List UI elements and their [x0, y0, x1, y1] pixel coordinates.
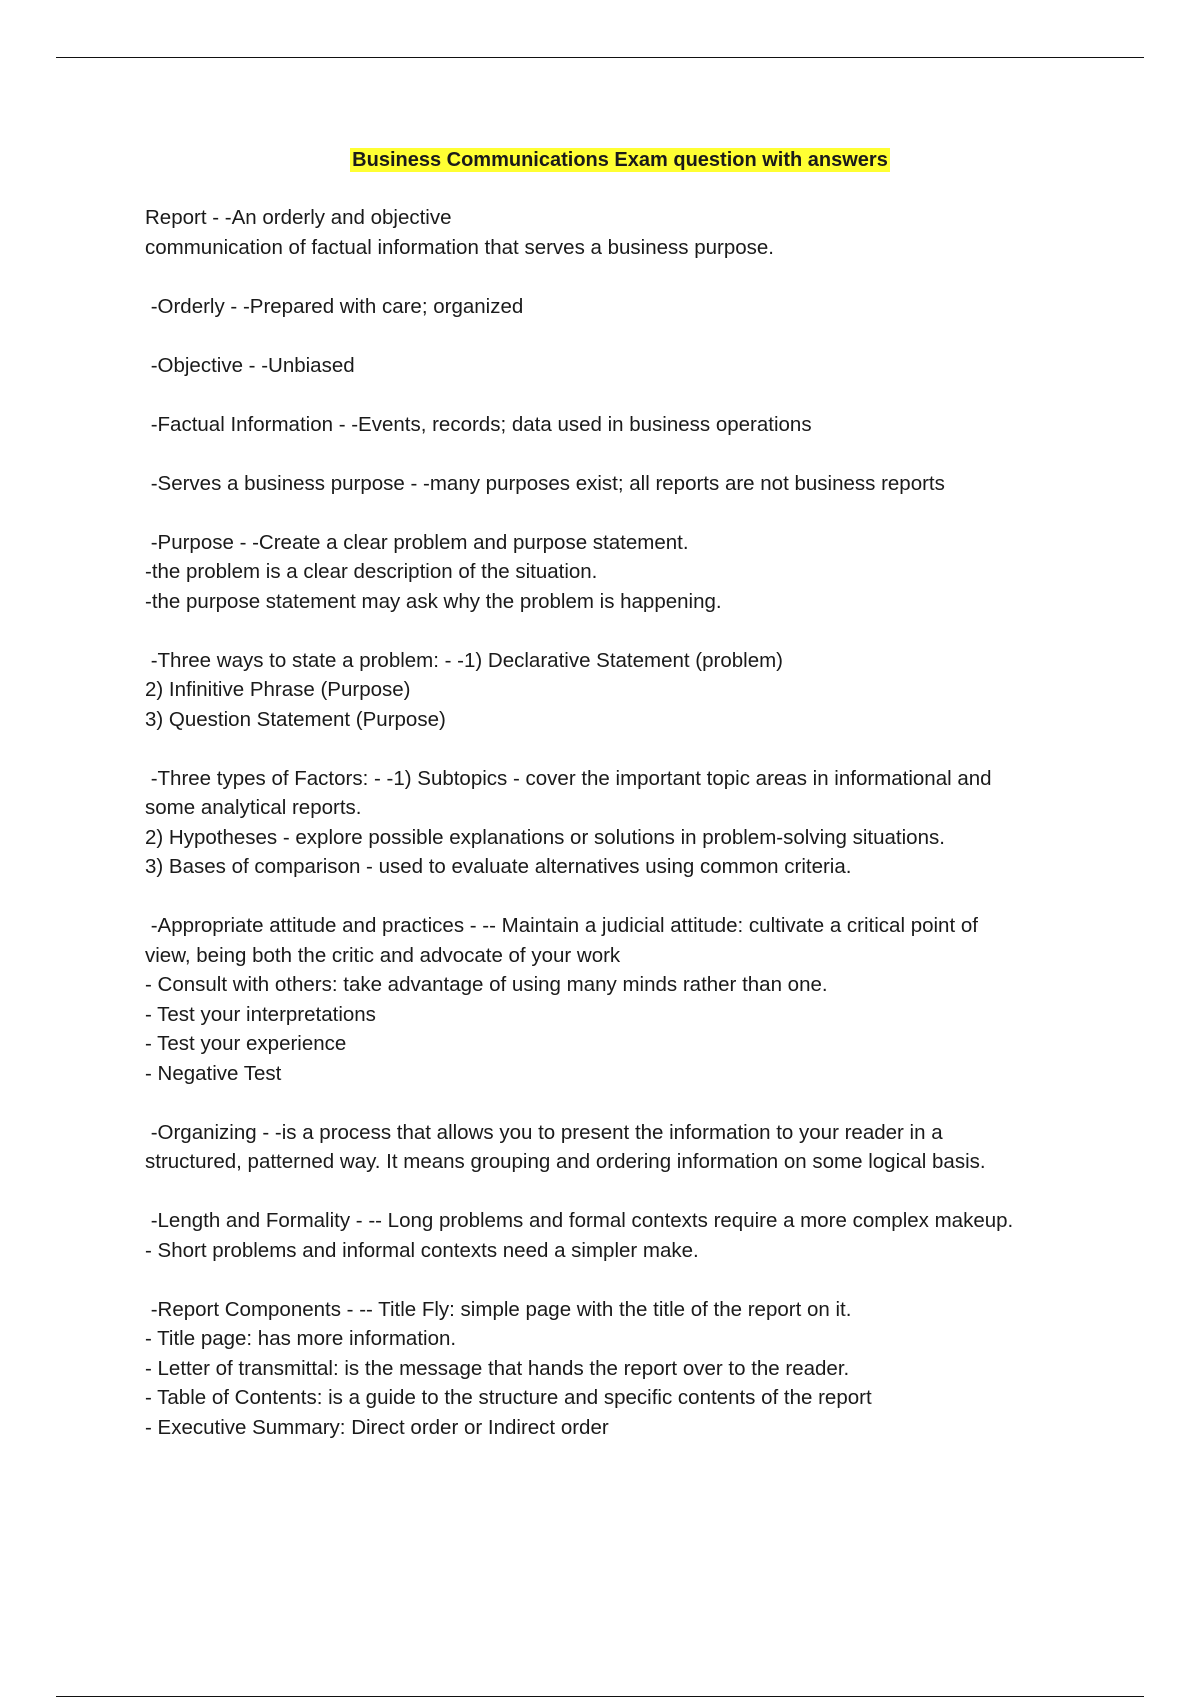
- text-line: 3) Question Statement (Purpose): [145, 707, 446, 731]
- text-line: - Letter of transmittal: is the message that hands the report over to the reader.: [145, 1356, 850, 1380]
- text-line: -Orderly - -Prepared with care; organized: [145, 294, 524, 318]
- text-line: - Consult with others: take advantage of using many minds rather than one.: [145, 973, 828, 996]
- text-line: -Three ways to state a problem: - -1) Declarative Statement (problem): [145, 648, 784, 672]
- text-line: 2) Infinitive Phrase (Purpose): [145, 678, 411, 701]
- text-line: -Length and Formality - -- Long problems and formal contexts require a more complex makeup.: [145, 1209, 1014, 1232]
- block-three-ways: [145, 646, 1095, 735]
- text-line: communication of factual information that serves a business purpose.: [145, 235, 774, 259]
- block-objective: [145, 351, 1095, 381]
- text-line: -Three types of Factors: - -1) Subtopics - cover the important topic areas in informational and: [145, 766, 992, 790]
- text-line: -Factual Information - -Events, records; data used in business operations: [145, 412, 812, 436]
- text-line: -Objective - -Unbiased: [145, 353, 355, 377]
- block-purpose: [145, 528, 1095, 617]
- text-line: -Purpose - -Create a clear problem and purpose statement.: [145, 530, 689, 554]
- block-length-formality: [145, 1206, 1095, 1265]
- block-factual-information: [145, 410, 1095, 440]
- top-rule: [56, 57, 1144, 58]
- text-line: structured, patterned way. It means grouping and ordering information on some logical basis.: [145, 1150, 986, 1173]
- text-line: view, being both the critic and advocate of your work: [145, 943, 621, 967]
- text-line: some analytical reports.: [145, 796, 362, 819]
- bottom-rule: [56, 1696, 1144, 1697]
- text-line: 3) Bases of comparison - used to evaluate alternatives using common criteria.: [145, 855, 852, 878]
- text-line: -Report Components - -- Title Fly: simple page with the title of the report on it.: [145, 1297, 852, 1321]
- text-line: 2) Hypotheses - explore possible explanations or solutions in problem-solving situations.: [145, 825, 945, 849]
- block-organizing: [145, 1118, 1095, 1177]
- block-three-types-factors: [145, 764, 1095, 882]
- page-title-highlight: Business Communications Exam question with answers: [352, 149, 888, 171]
- text-line: -the purpose statement may ask why the problem is happening.: [145, 589, 722, 613]
- page-title: [0, 146, 1200, 174]
- text-line: -Appropriate attitude and practices - -- Maintain a judicial attitude: cultivate a critical point of: [145, 914, 978, 937]
- text-line: -the problem is a clear description of the situation.: [145, 560, 598, 583]
- text-line: Report - -An orderly and objective: [145, 206, 452, 229]
- block-report: [145, 203, 1095, 262]
- text-line: - Short problems and informal contexts need a simpler make.: [145, 1238, 699, 1262]
- block-attitude-practices: [145, 911, 1095, 1088]
- text-line: - Negative Test: [145, 1061, 282, 1085]
- text-line: - Table of Contents: is a guide to the structure and specific contents of the report: [145, 1386, 872, 1409]
- block-report-components: [145, 1295, 1095, 1443]
- text-line: - Title page: has more information.: [145, 1327, 457, 1350]
- text-line: -Serves a business purpose - -many purposes exist; all reports are not business reports: [145, 471, 945, 495]
- block-orderly: [145, 292, 1095, 322]
- block-serves-business-purpose: [145, 469, 1095, 499]
- text-line: - Test your experience: [145, 1032, 347, 1055]
- document-body: [145, 203, 1095, 1472]
- text-line: - Test your interpretations: [145, 1002, 376, 1026]
- text-line: -Organizing - -is a process that allows you to present the information to your reader in a: [145, 1120, 943, 1144]
- text-line: - Executive Summary: Direct order or Indirect order: [145, 1415, 609, 1439]
